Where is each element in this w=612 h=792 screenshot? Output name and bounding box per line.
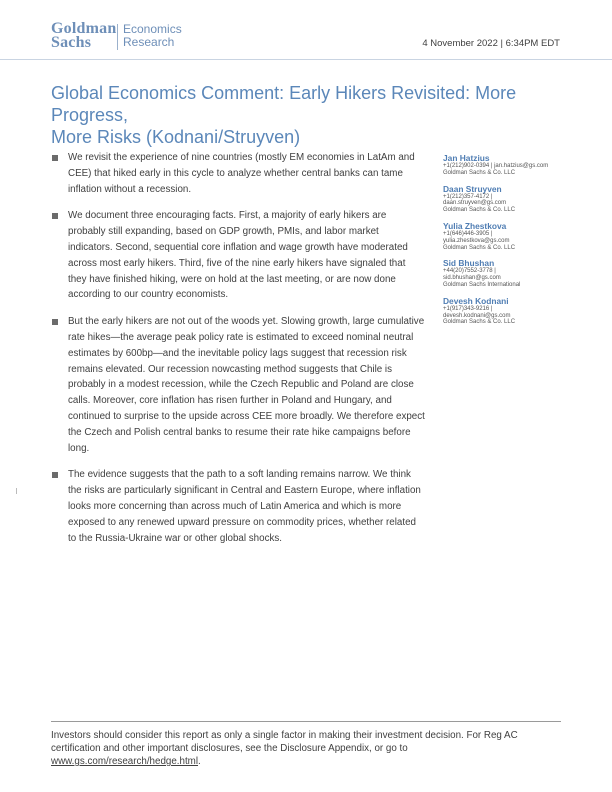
report-title-line1: Global Economics Comment: Early Hikers Revisited: More Progress, xyxy=(51,83,517,125)
author-name: Devesh Kodnani xyxy=(443,295,509,306)
author-phone: +1(212)357-4172 | xyxy=(443,193,493,200)
author-block xyxy=(443,184,573,214)
bullet-item xyxy=(51,208,426,303)
footer-tail: . xyxy=(198,756,201,767)
division-name xyxy=(123,23,182,49)
author-block xyxy=(443,221,573,251)
author-phone: +44(20)7552-3778 | xyxy=(443,268,496,275)
author-name: Yulia Zhestkova xyxy=(443,220,507,231)
author-firm: Goldman Sachs & Co. LLC xyxy=(443,244,516,251)
bullet-text: We document three encouraging facts. First, a majority of early hikers are probably still expanding, based on GDP growth, PMIs, and labor market indicators. Second, sequential core inflation and wage growth have moderated across most early hikers. Third, five of the nine early hikers have signaled that they have finished hiking, were on hold at the last meeting, or are now done according to our country economists. xyxy=(68,210,408,301)
division-line1: Economics xyxy=(123,22,182,36)
author-phone: +1(646)446-3905 | xyxy=(443,230,493,237)
author-firm: Goldman Sachs & Co. LLC xyxy=(443,319,516,326)
bullet-item xyxy=(51,467,426,546)
logo-separator xyxy=(117,24,118,50)
author-sidebar xyxy=(443,153,573,333)
author-email[interactable]: devesh.kodnani@gs.com xyxy=(443,312,511,319)
bullet-item xyxy=(51,314,426,456)
bullet-text: But the early hikers are not out of the woods yet. Slowing growth, large cumulative rate hikes—the average peak policy rate is estimated to exceed nominal neutral estimates by 600bp—and the inevitable policy lags suggest that recession risk remains elevated. Our recession nowcasting method suggests that Chile is probably in a modest recession, while the Czech Republic and Poland are close calls. Moreover, core inflation has risen further in Poland and Hungary, and continued to surprise to the upside across CEE more broadly. We therefore expect the Czech and Polish central banks to resume their rate hike campaigns before long. xyxy=(68,316,425,454)
author-email[interactable]: sid.bhushan@gs.com xyxy=(443,275,501,282)
square-bullet-icon xyxy=(52,319,58,325)
author-name: Daan Struyven xyxy=(443,183,502,194)
margin-mark xyxy=(16,488,17,494)
summary-bullets xyxy=(51,150,426,557)
author-email[interactable]: daan.struyven@gs.com xyxy=(443,200,507,207)
author-block xyxy=(443,258,573,288)
author-contact[interactable]: +1(212)902-0394 | jan.hatzius@gs.com xyxy=(443,163,549,169)
author-name: Jan Hatzius xyxy=(443,153,490,163)
author-email[interactable]: yulia.zhestkova@gs.com xyxy=(443,237,510,244)
header-divider xyxy=(0,59,612,60)
bullet-text: The evidence suggests that the path to a soft landing remains narrow. We think the risks are particularly significant in Central and Eastern Europe, where inflation looks more concerning than across much of Latin America and which is more exposed to any renewed upward pressure on commodity prices, whether related to the Russia-Ukraine war or other global shocks. xyxy=(68,469,421,544)
author-firm: Goldman Sachs & Co. LLC xyxy=(443,169,516,176)
bullet-text: We revisit the experience of nine countries (mostly EM economies in LatAm and CEE) that hiked early in this cycle to analyze whether central banks can tame inflation without a recession. xyxy=(68,152,415,195)
publication-date: 4 November 2022 | 6:34PM EDT xyxy=(422,38,560,49)
logo-wordmark-line2: Sachs xyxy=(51,34,92,51)
division-line2: Research xyxy=(123,35,175,49)
goldman-sachs-logo xyxy=(51,20,182,51)
disclosure-link[interactable]: www.gs.com/research/hedge.html xyxy=(51,756,199,767)
footer-text: Investors should consider this report as only a single factor in making their investment decision. For Reg AC certification and other important disclosures, see the Disclosure Appendix, or go to xyxy=(51,730,518,754)
report-title-line2: More Risks (Kodnani/Struyven) xyxy=(51,127,301,147)
author-firm: Goldman Sachs International xyxy=(443,281,521,288)
author-block xyxy=(443,296,573,326)
disclosure-footer xyxy=(51,729,561,768)
author-phone: +1(917)343-9216 | xyxy=(443,305,493,312)
square-bullet-icon xyxy=(52,155,58,161)
footer-divider xyxy=(51,721,561,722)
author-name: Sid Bhushan xyxy=(443,258,495,269)
logo-wordmark-line1: Goldman xyxy=(51,20,117,37)
report-title xyxy=(51,82,521,148)
square-bullet-icon xyxy=(52,213,58,219)
square-bullet-icon xyxy=(52,472,58,478)
author-firm: Goldman Sachs & Co. LLC xyxy=(443,207,516,214)
author-block xyxy=(443,153,573,177)
bullet-item xyxy=(51,150,426,197)
